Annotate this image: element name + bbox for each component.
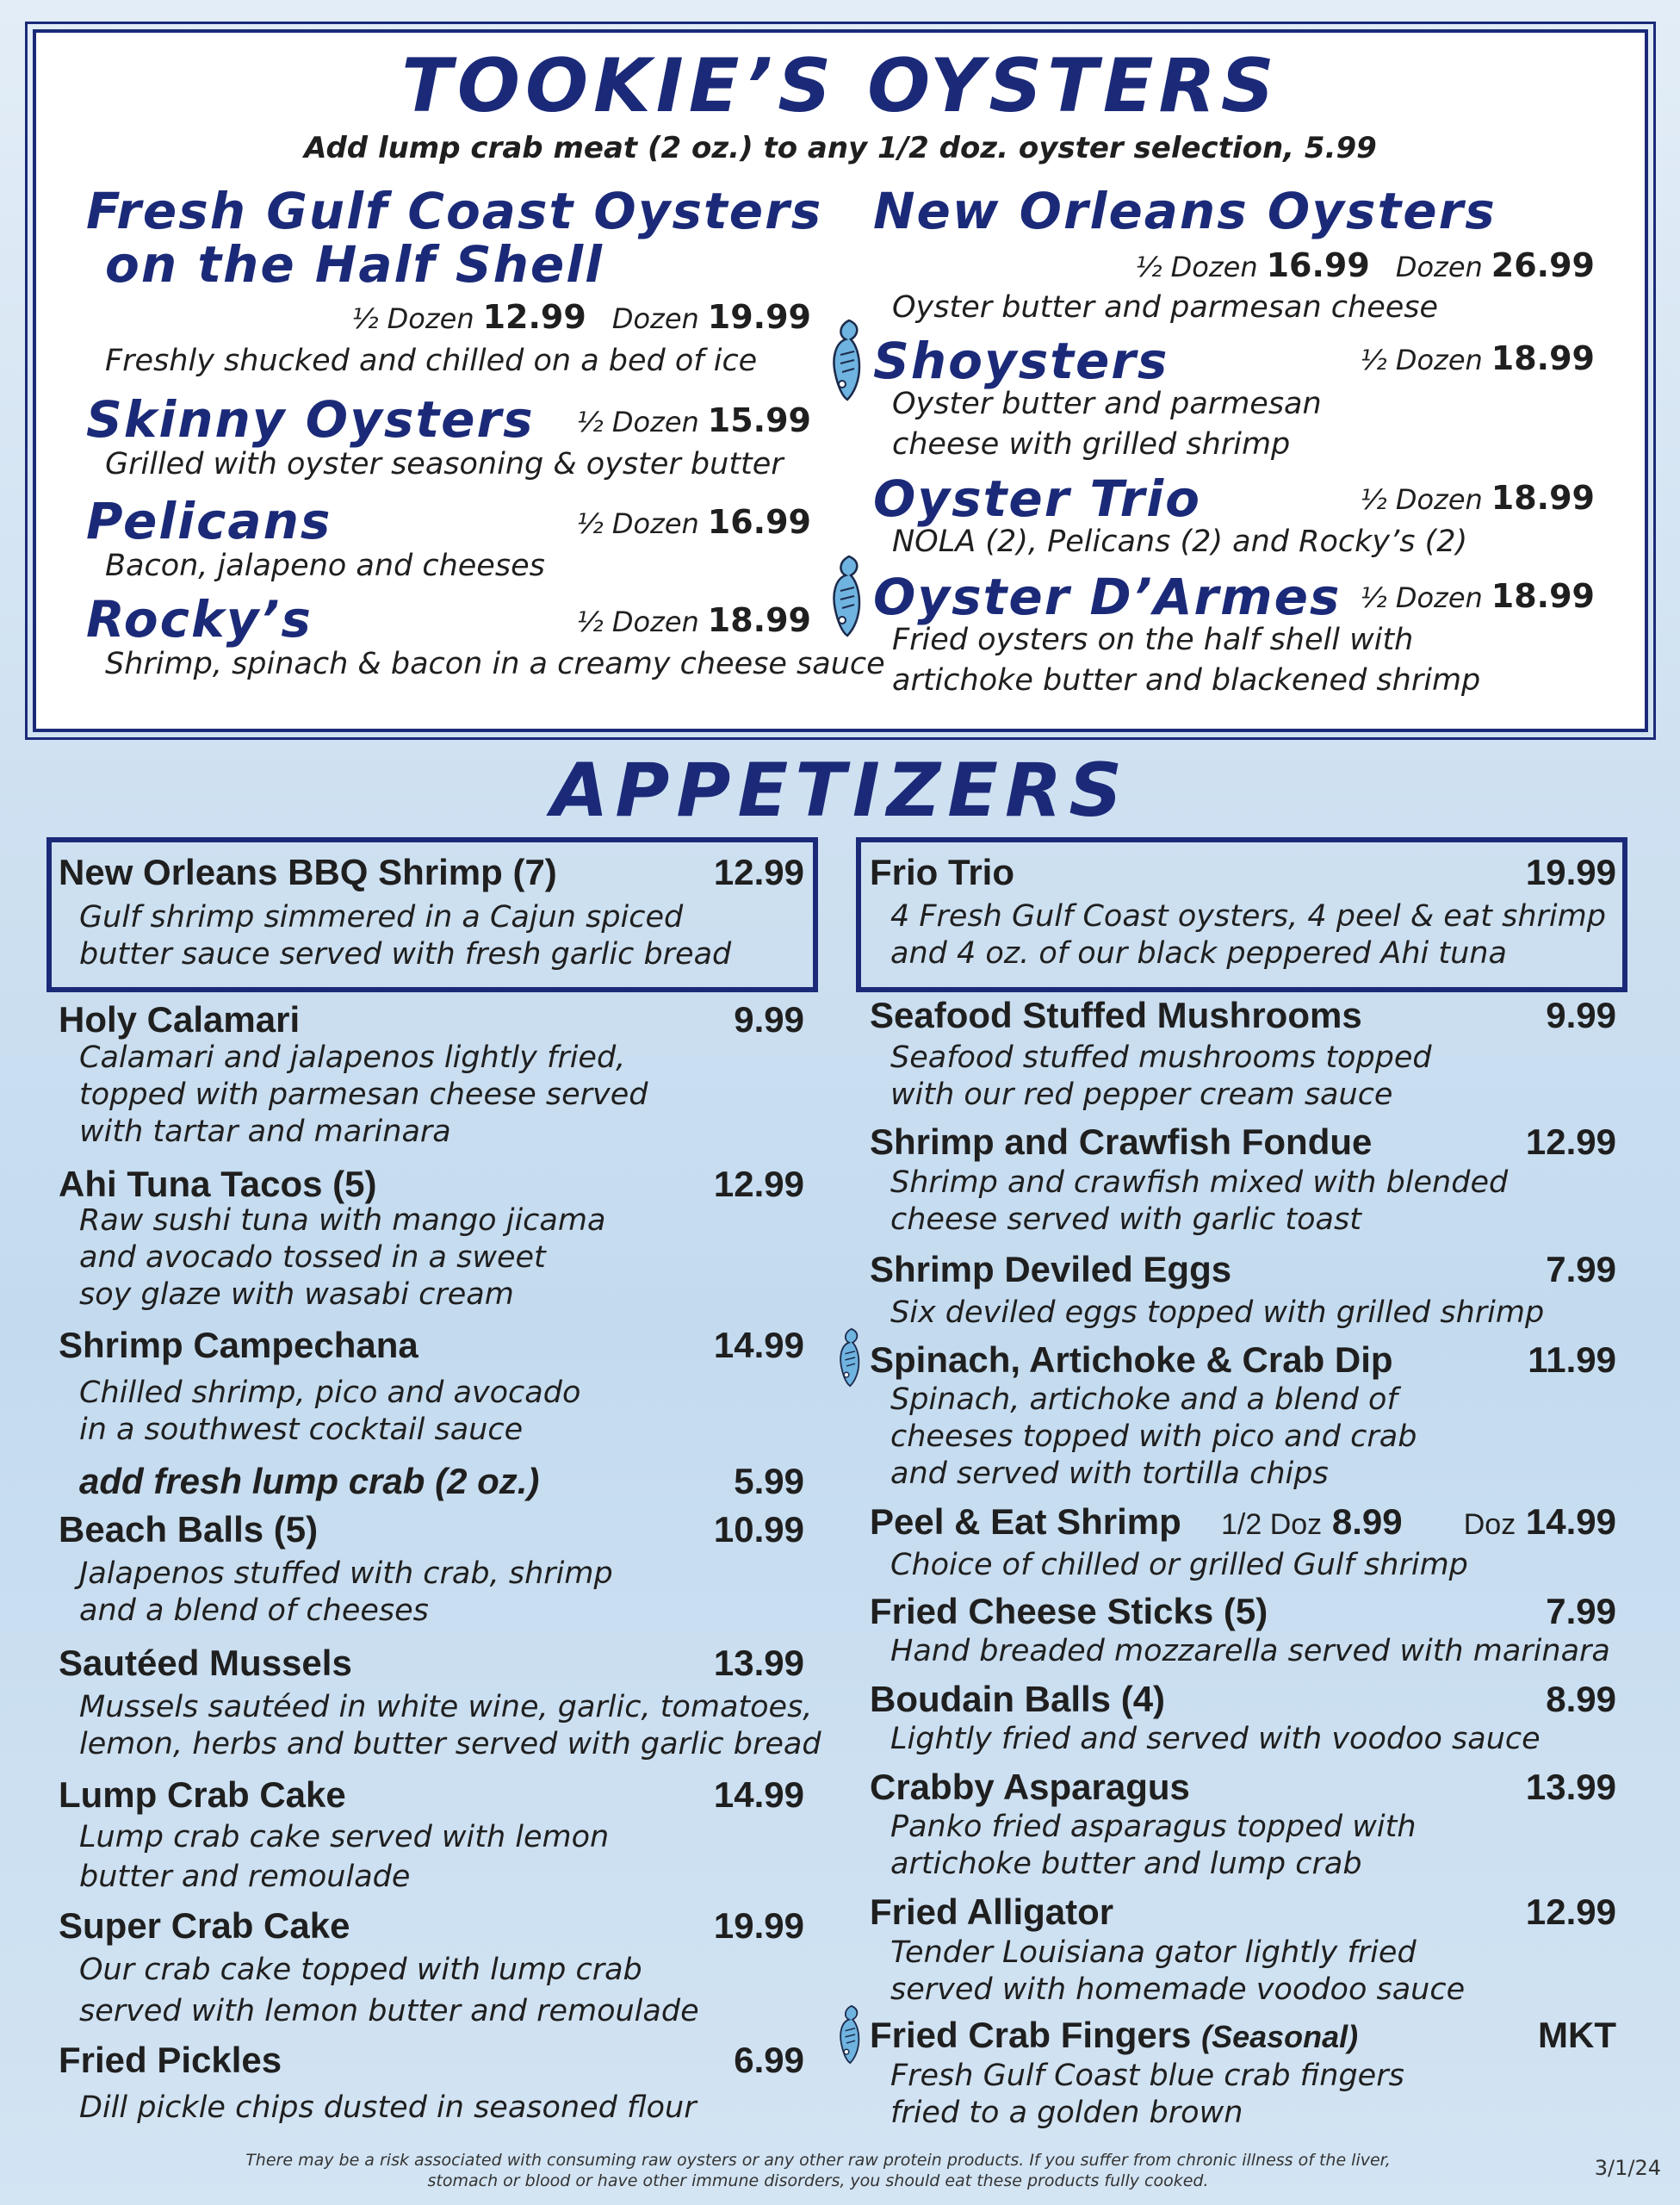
rockys-name: Rocky’s bbox=[86, 590, 313, 649]
menu-item-name: Shrimp Campechana bbox=[59, 1325, 418, 1365]
fresh-half-price: 12.99 bbox=[482, 298, 586, 336]
menu-item-price: 19.99 bbox=[1525, 852, 1616, 892]
menu-item-price: 6.99 bbox=[734, 2040, 804, 2080]
oyster-panel bbox=[33, 29, 1648, 732]
fish-icon bbox=[827, 553, 870, 639]
skinny-oysters-price: ½ Dozen 15.99 bbox=[576, 401, 811, 439]
menu-item-price: 14.99 bbox=[713, 1325, 804, 1365]
menu-item-desc: Chilled shrimp, pico and avocado bbox=[79, 1376, 581, 1410]
menu-item-desc: and 4 oz. of our black peppered Ahi tuna bbox=[890, 936, 1507, 971]
skinny-oysters-desc: Grilled with oyster seasoning & oyster butter bbox=[105, 447, 784, 481]
oyster-darmes-name: Oyster D’Armes bbox=[873, 568, 1342, 626]
menu-item-desc: Jalapenos stuffed with crab, shrimp bbox=[79, 1556, 613, 1591]
menu-item-desc: with tartar and marinara bbox=[79, 1115, 451, 1149]
skinny-oysters-name: Skinny Oysters bbox=[86, 390, 535, 449]
menu-item-desc: cheeses topped with pico and crab bbox=[890, 1419, 1417, 1454]
menu-item-price: 11.99 bbox=[1528, 1339, 1616, 1380]
menu-item-desc: artichoke butter and lump crab bbox=[890, 1847, 1362, 1881]
appetizers-title: APPETIZERS bbox=[550, 748, 1130, 834]
menu-item-name: Lump Crab Cake bbox=[59, 1774, 346, 1815]
menu-item-name: Seafood Stuffed Mushrooms bbox=[870, 995, 1362, 1035]
menu-item-name: New Orleans BBQ Shrimp (7) bbox=[59, 852, 557, 892]
fresh-oysters-prices: ½ Dozen 12.99 Dozen 19.99 bbox=[351, 298, 811, 336]
menu-item-price: 9.99 bbox=[734, 999, 804, 1040]
menu-item-name: Holy Calamari bbox=[59, 999, 301, 1040]
menu-item-desc: Gulf shrimp simmered in a Cajun spiced bbox=[79, 900, 684, 935]
menu-item-price: 19.99 bbox=[713, 1905, 804, 1946]
oyster-trio-name: Oyster Trio bbox=[873, 469, 1202, 528]
peel-eat-dozen-price: Doz 14.99 bbox=[1463, 1501, 1616, 1542]
menu-item-price: 14.99 bbox=[713, 1774, 804, 1815]
menu-item-desc: fried to a golden brown bbox=[890, 2096, 1243, 2130]
shoysters-name: Shoysters bbox=[873, 332, 1169, 390]
menu-item-desc: Shrimp and crawfish mixed with blended bbox=[890, 1165, 1509, 1200]
menu-item-name: Peel & Eat Shrimp bbox=[870, 1501, 1181, 1542]
oyster-trio-price: ½ Dozen 18.99 bbox=[1360, 479, 1595, 517]
shoysters-price: ½ Dozen 18.99 bbox=[1360, 339, 1595, 377]
new-orleans-prices: ½ Dozen 16.99 Dozen 26.99 bbox=[1135, 246, 1595, 284]
menu-item-price: MKT bbox=[1538, 2015, 1616, 2055]
seasonal-note: (Seasonal) bbox=[1201, 2019, 1359, 2054]
menu-item-price: 8.99 bbox=[1546, 1679, 1616, 1719]
menu-item-name: Spinach, Artichoke & Crab Dip bbox=[870, 1339, 1393, 1380]
menu-item-desc: Lump crab cake served with lemon bbox=[79, 1820, 610, 1854]
menu-item-name: Sautéed Mussels bbox=[59, 1643, 352, 1683]
menu-item-name: Shrimp Deviled Eggs bbox=[870, 1249, 1232, 1289]
menu-item-desc: Choice of chilled or grilled Gulf shrimp bbox=[890, 1548, 1468, 1582]
fresh-oysters-desc: Freshly shucked and chilled on a bed of ice bbox=[105, 344, 758, 378]
menu-item-name: Fried Cheese Sticks (5) bbox=[870, 1591, 1268, 1631]
menu-item-name: Super Crab Cake bbox=[59, 1905, 350, 1946]
menu-item-desc: with our red pepper cream sauce bbox=[890, 1078, 1393, 1112]
fish-icon bbox=[835, 1326, 866, 1388]
menu-item-price: 7.99 bbox=[1546, 1249, 1616, 1289]
oyster-darmes-desc-line2: artichoke butter and blackened shrimp bbox=[892, 663, 1481, 698]
rockys-desc: Shrimp, spinach & bacon in a creamy cheese sauce bbox=[105, 647, 885, 681]
menu-item-price: 9.99 bbox=[1546, 995, 1616, 1035]
fresh-oysters-name-line2: on the Half Shell bbox=[105, 235, 604, 294]
menu-item-desc: Fresh Gulf Coast blue crab fingers bbox=[890, 2059, 1404, 2093]
pelicans-name: Pelicans bbox=[86, 492, 332, 550]
menu-item-name: Boudain Balls (4) bbox=[870, 1679, 1166, 1719]
menu-item-desc: topped with parmesan cheese served bbox=[79, 1078, 648, 1112]
menu-item-desc: cheese served with garlic toast bbox=[890, 1202, 1361, 1237]
menu-item-desc: Mussels sautéed in white wine, garlic, tomatoes, bbox=[79, 1690, 813, 1724]
rockys-price: ½ Dozen 18.99 bbox=[576, 601, 811, 639]
add-crab-option: add fresh lump crab (2 oz.) bbox=[79, 1461, 540, 1501]
fresh-dozen-price: 19.99 bbox=[707, 298, 811, 336]
shoysters-desc-line2: cheese with grilled shrimp bbox=[892, 427, 1291, 462]
menu-item-desc: and a blend of cheeses bbox=[79, 1593, 429, 1628]
menu-item-desc: in a southwest cocktail sauce bbox=[79, 1413, 524, 1447]
menu-item-desc: served with lemon butter and remoulade bbox=[79, 1994, 699, 2028]
menu-item-price: 7.99 bbox=[1546, 1591, 1616, 1631]
oyster-darmes-desc-line1: Fried oysters on the half shell with bbox=[892, 623, 1414, 657]
menu-item-name: Fried Pickles bbox=[59, 2040, 282, 2080]
fish-icon bbox=[827, 317, 870, 403]
menu-item-desc: Seafood stuffed mushrooms topped bbox=[890, 1040, 1432, 1075]
menu-item-name: Fried Alligator bbox=[870, 1891, 1114, 1932]
menu-item-desc: Our crab cake topped with lump crab bbox=[79, 1953, 642, 1987]
menu-item-name: Beach Balls (5) bbox=[59, 1509, 319, 1550]
menu-date: 3/1/24 bbox=[1594, 2156, 1661, 2180]
menu-item-desc: Hand breaded mozzarella served with marinara bbox=[890, 1634, 1610, 1668]
pelicans-price: ½ Dozen 16.99 bbox=[576, 503, 811, 541]
menu-item-desc: Calamari and jalapenos lightly fried, bbox=[79, 1040, 626, 1075]
oyster-trio-desc: NOLA (2), Pelicans (2) and Rocky’s (2) bbox=[892, 525, 1468, 559]
menu-item-price: 12.99 bbox=[713, 1164, 804, 1204]
pelicans-desc: Bacon, jalapeno and cheeses bbox=[105, 549, 545, 583]
menu-item-desc: lemon, herbs and butter served with garlic bread bbox=[79, 1727, 821, 1761]
new-orleans-oysters-name: New Orleans Oysters bbox=[873, 182, 1497, 240]
menu-item-desc: butter and remoulade bbox=[79, 1860, 411, 1894]
menu-item-price: 12.99 bbox=[1525, 1891, 1616, 1932]
menu-item-desc: Lightly fried and served with voodoo sauce bbox=[890, 1722, 1541, 1756]
menu-item-name: Fried Crab Fingers (Seasonal) bbox=[870, 2015, 1359, 2055]
oysters-title: TOOKIE’S OYSTERS bbox=[401, 43, 1280, 129]
menu-item-price: 5.99 bbox=[734, 1461, 804, 1501]
menu-item-desc: Six deviled eggs topped with grilled shrimp bbox=[890, 1295, 1545, 1330]
menu-item-desc: and served with tortilla chips bbox=[890, 1457, 1329, 1491]
menu-item-desc: Dill pickle chips dusted in seasoned flour bbox=[79, 2090, 697, 2125]
menu-item-price: 12.99 bbox=[1525, 1121, 1616, 1162]
menu-item-desc: 4 Fresh Gulf Coast oysters, 4 peel & eat shrimp bbox=[890, 899, 1606, 934]
menu-item-name: Crabby Asparagus bbox=[870, 1767, 1190, 1807]
menu-item-desc: butter sauce served with fresh garlic bread bbox=[79, 937, 732, 972]
menu-item-price: 13.99 bbox=[713, 1643, 804, 1683]
peel-eat-half-price: 1/2 Doz 8.99 bbox=[1221, 1501, 1403, 1542]
menu-item-desc: Spinach, artichoke and a blend of bbox=[890, 1382, 1398, 1417]
menu-item-desc: served with homemade voodoo sauce bbox=[890, 1972, 1466, 2007]
menu-item-name: Ahi Tuna Tacos (5) bbox=[59, 1164, 377, 1204]
menu-item-desc: soy glaze with wasabi cream bbox=[79, 1277, 514, 1312]
oysters-subtitle: Add lump crab meat (2 oz.) to any 1/2 doz. oyster selection, 5.99 bbox=[304, 131, 1377, 165]
menu-item-desc: Tender Louisiana gator lightly fried bbox=[890, 1935, 1417, 1970]
menu-item-desc: Panko fried asparagus topped with bbox=[890, 1810, 1417, 1844]
menu-item-name: Shrimp and Crawfish Fondue bbox=[870, 1121, 1373, 1162]
menu-item-desc: Raw sushi tuna with mango jicama bbox=[79, 1203, 606, 1238]
menu-item-name: Frio Trio bbox=[870, 852, 1014, 892]
menu-item-price: 10.99 bbox=[713, 1509, 804, 1550]
menu-item-desc: and avocado tossed in a sweet bbox=[79, 1240, 546, 1275]
raw-food-disclaimer: There may be a risk associated with consuming raw oysters or any other raw protein products. If you suffer from chronic illness of the liver, stomach or blood or have other immune disorders, you should eat these products fully cooked. bbox=[245, 2151, 1391, 2190]
fish-icon bbox=[835, 2003, 866, 2065]
menu-item-price: 12.99 bbox=[713, 852, 804, 892]
shoysters-desc-line1: Oyster butter and parmesan bbox=[892, 387, 1322, 421]
new-orleans-desc: Oyster butter and parmesan cheese bbox=[892, 290, 1439, 325]
fresh-oysters-name: Fresh Gulf Coast Oysters bbox=[86, 182, 823, 240]
menu-item-price: 13.99 bbox=[1525, 1767, 1616, 1807]
oyster-darmes-price: ½ Dozen 18.99 bbox=[1360, 577, 1595, 615]
